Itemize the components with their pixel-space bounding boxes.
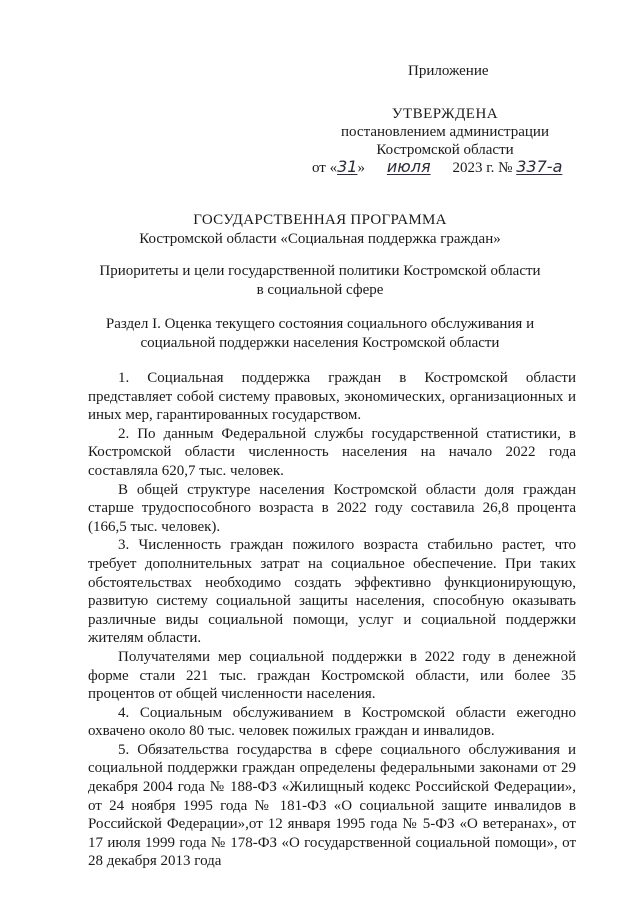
date-prefix: от « (312, 160, 338, 176)
priorities-line-1: Приоритеты и цели государственной политики Костромской области (99, 263, 541, 279)
approval-date-line (312, 157, 562, 177)
paragraph-2: 2. По данным Федеральной службы государственной статистики, в Костромской области численность населения на начало 2022 года составляла 620,7 тыс. человек. (88, 425, 576, 479)
approved-region-line: Костромской области (376, 142, 514, 158)
approved-by-line: постановлением администрации (341, 124, 549, 140)
date-day-handwritten: 31 (337, 157, 358, 176)
paragraph-1: 1. Социальная поддержка граждан в Костромской области представляет собой систему правовых, экономических, организационных и иных мер, гарантированных государством. (88, 370, 576, 424)
approved-title: УТВЕРЖДЕНА (391, 106, 499, 122)
decree-number-handwritten: 337-а (516, 157, 563, 176)
program-title: ГОСУДАРСТВЕННАЯ ПРОГРАММА (193, 212, 447, 228)
appendix-label: Приложение (408, 63, 489, 79)
priorities-line-2: в социальной сфере (256, 282, 384, 298)
date-month-handwritten: июля (386, 157, 431, 176)
date-mid: » (357, 160, 365, 176)
date-year: 2023 г. № (452, 160, 513, 176)
paragraph-7: 5. Обязательства государства в сфере социального обслуживания и социальной поддержки граждан определены федеральными законами от 29 декабря 2004 года № 188-ФЗ «Жилищный кодекс Российской Федерации», от 24 ноября 1995 года № 181-ФЗ «О социальной защите инвалидов в Российской Федерации»,от 12 января 1995 года № 5-ФЗ «О ветеранах», от 17 июля 1999 года № 178-ФЗ «О государственной социальной помощи», от 28 декабря 2013 года (88, 741, 576, 870)
paragraph-3: В общей структуре населения Костромской области доля граждан старше трудоспособного возраста в 2022 году составила 26,8 процента (166,5 тыс. человек). (88, 481, 576, 535)
priorities-heading (60, 262, 580, 300)
approval-block (300, 105, 590, 159)
section-line-2: социальной поддержки населения Костромской области (140, 335, 500, 351)
program-subtitle: Костромской области «Социальная поддержка граждан» (139, 231, 501, 247)
body-text (88, 369, 576, 871)
paragraph-5: Получателями мер социальной поддержки в 2022 году в денежной форме стали 221 тыс. граждан Костромской области, или более 35 процентов от общей численности населения. (88, 648, 576, 703)
section-line-1: Раздел I. Оценка текущего состояния социального обслуживания и (105, 316, 535, 332)
paragraph-6: 4. Социальным обслуживанием в Костромской области ежегодно охвачено около 80 тыс. человек пожилых граждан и инвалидов. (88, 704, 576, 740)
program-heading (60, 211, 580, 249)
section-heading (60, 315, 580, 353)
paragraph-4: 3. Численность граждан пожилого возраста стабильно растет, что требует дополнительных затрат на социальное обеспечение. При таких обстоятельствах необходимо создать эффективно функционирующую, развитую систему социальной защиты населения, способную оказывать различные виды социальной помощи, услуг и социальной поддержки жителям области. (88, 537, 576, 647)
